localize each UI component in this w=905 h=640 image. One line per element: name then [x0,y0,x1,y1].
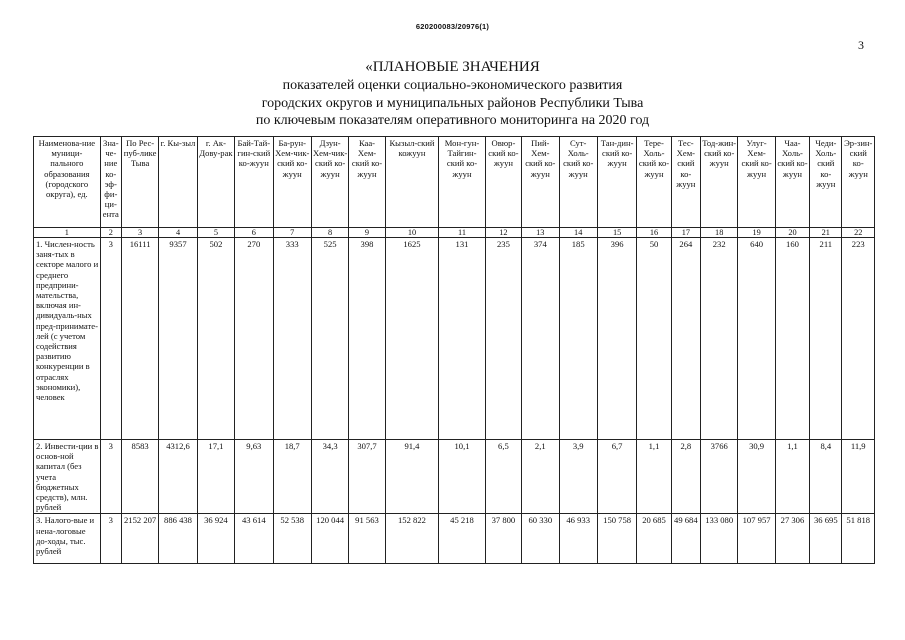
value-cell: 396 [597,238,636,440]
column-number-cell: 11 [439,228,485,238]
value-cell: 3 [100,238,121,440]
table-row [34,440,875,514]
value-cell: 43 614 [235,514,273,564]
column-header: Тере-Холь-ский ко-жуун [637,137,671,228]
column-header: Эр-зин-ский ко-жуун [842,137,875,228]
value-cell: 502 [197,238,234,440]
column-number-cell: 10 [385,228,439,238]
column-number-cell: 1 [34,228,101,238]
column-header: Ба-рун-Хем-чик-ский ко-жуун [273,137,311,228]
column-number-cell: 9 [349,228,385,238]
column-number-cell: 14 [559,228,597,238]
value-cell: 37 800 [485,514,521,564]
indicator-name-cell: 2. Инвести-ции в основ-ной капитал (без учета бюджетных средств), млн. рублей [34,440,101,514]
column-header: Чеди-Холь-ский ко-жуун [810,137,842,228]
value-cell: 50 [637,238,671,440]
value-cell: 36 924 [197,514,234,564]
column-number-cell: 15 [597,228,636,238]
value-cell: 4312,6 [159,440,197,514]
column-number-cell: 2 [100,228,121,238]
column-header: г. Ак-Дову-рак [197,137,234,228]
value-cell: 120 044 [311,514,348,564]
column-header: Кызыл-ский кожуун [385,137,439,228]
column-number-cell: 6 [235,228,273,238]
value-cell: 886 438 [159,514,197,564]
value-cell: 60 330 [522,514,559,564]
table-header-row [34,137,875,228]
column-number-cell: 18 [701,228,738,238]
value-cell: 211 [810,238,842,440]
column-number-cell: 7 [273,228,311,238]
table-row [34,238,875,440]
value-cell: 525 [311,238,348,440]
value-cell: 8,4 [810,440,842,514]
value-cell: 3766 [701,440,738,514]
value-cell: 3 [100,440,121,514]
value-cell: 46 933 [559,514,597,564]
value-cell: 152 822 [385,514,439,564]
value-cell: 2,1 [522,440,559,514]
column-header: Наименова-ние муници-пального образования (городского округа), ед. [34,137,101,228]
value-cell: 333 [273,238,311,440]
column-number-cell: 21 [810,228,842,238]
column-number-cell: 13 [522,228,559,238]
column-header: Бай-Тай-гин-ский ко-жуун [235,137,273,228]
value-cell: 49 684 [671,514,700,564]
column-header: Пий-Хем-ский ко-жуун [522,137,559,228]
value-cell: 150 758 [597,514,636,564]
value-cell: 3,9 [559,440,597,514]
title-line-1: «ПЛАНОВЫЕ ЗНАЧЕНИЯ [365,59,540,75]
column-header: Чаа-Холь-ский ко-жуун [775,137,809,228]
value-cell: 51 818 [842,514,875,564]
value-cell: 133 080 [701,514,738,564]
value-cell: 52 538 [273,514,311,564]
column-header: Тан-дин-ский ко-жуун [597,137,636,228]
value-cell: 16111 [121,238,158,440]
value-cell: 9,63 [235,440,273,514]
value-cell: 235 [485,238,521,440]
value-cell: 374 [522,238,559,440]
column-number-row [34,228,875,238]
value-cell: 640 [738,238,775,440]
column-number-cell: 5 [197,228,234,238]
page-number: 3 [858,38,864,52]
column-number-cell: 16 [637,228,671,238]
indicators-table [33,136,875,564]
column-number-cell: 3 [121,228,158,238]
column-number-cell: 8 [311,228,348,238]
title-line-3: городских округов и муниципальных районов Республики Тыва [261,95,644,111]
value-cell: 131 [439,238,485,440]
column-header: Дзун-Хем-чик-ский ко-жуун [311,137,348,228]
value-cell: 185 [559,238,597,440]
value-cell: 3 [100,514,121,564]
indicator-name-cell: 1. Числен-ность заня-тых в секторе малого и среднего предприни-мательства, включая ин-дивидуаль-ных пред-принимате-лей (с учетом содействия развитию конкуренции в отраслях экономики), человек [34,238,101,440]
value-cell: 232 [701,238,738,440]
column-number-cell: 17 [671,228,700,238]
column-header: Сут-Холь-ский ко-жуун [559,137,597,228]
document-title [0,58,905,130]
value-cell: 223 [842,238,875,440]
column-header: Тес-Хем-ский ко-жуун [671,137,700,228]
indicator-name-cell: 3. Налого-вые и нена-логовые до-ходы, тыс. рублей [34,514,101,564]
column-header: Зна-че-ние ко-эф-фи-ци-ента [100,137,121,228]
value-cell: 10,1 [439,440,485,514]
value-cell: 307,7 [349,440,385,514]
value-cell: 398 [349,238,385,440]
column-number-cell: 19 [738,228,775,238]
column-header: Тод-жин-ский ко-жуун [701,137,738,228]
value-cell: 6,7 [597,440,636,514]
column-number-cell: 4 [159,228,197,238]
value-cell: 270 [235,238,273,440]
title-line-4: по ключевым показателям оперативного мониторинга на 2020 год [255,113,650,128]
value-cell: 6,5 [485,440,521,514]
value-cell: 20 685 [637,514,671,564]
column-header: По Рес-пуб-лике Тыва [121,137,158,228]
value-cell: 1,1 [775,440,809,514]
column-number-cell: 12 [485,228,521,238]
value-cell: 18,7 [273,440,311,514]
value-cell: 264 [671,238,700,440]
table-row [34,514,875,564]
column-number-cell: 22 [842,228,875,238]
column-header: Каа-Хем-ский ко-жуун [349,137,385,228]
column-header: Овюр-ский ко-жуун [485,137,521,228]
value-cell: 34,3 [311,440,348,514]
column-header: Мон-гун-Тайгин-ский ко-жуун [439,137,485,228]
value-cell: 1625 [385,238,439,440]
column-header: г. Кы-зыл [159,137,197,228]
value-cell: 1,1 [637,440,671,514]
value-cell: 30,9 [738,440,775,514]
value-cell: 17,1 [197,440,234,514]
value-cell: 27 306 [775,514,809,564]
value-cell: 36 695 [810,514,842,564]
value-cell: 2,8 [671,440,700,514]
value-cell: 91 563 [349,514,385,564]
value-cell: 160 [775,238,809,440]
value-cell: 91,4 [385,440,439,514]
document-id: 620200083/20976(1) [415,22,490,31]
column-header: Улуг-Хем-ский ко-жуун [738,137,775,228]
value-cell: 11,9 [842,440,875,514]
value-cell: 2152 207 [121,514,158,564]
column-number-cell: 20 [775,228,809,238]
value-cell: 8583 [121,440,158,514]
title-line-2: показателей оценки социально-экономического развития [282,78,623,93]
value-cell: 45 218 [439,514,485,564]
value-cell: 107 957 [738,514,775,564]
value-cell: 9357 [159,238,197,440]
